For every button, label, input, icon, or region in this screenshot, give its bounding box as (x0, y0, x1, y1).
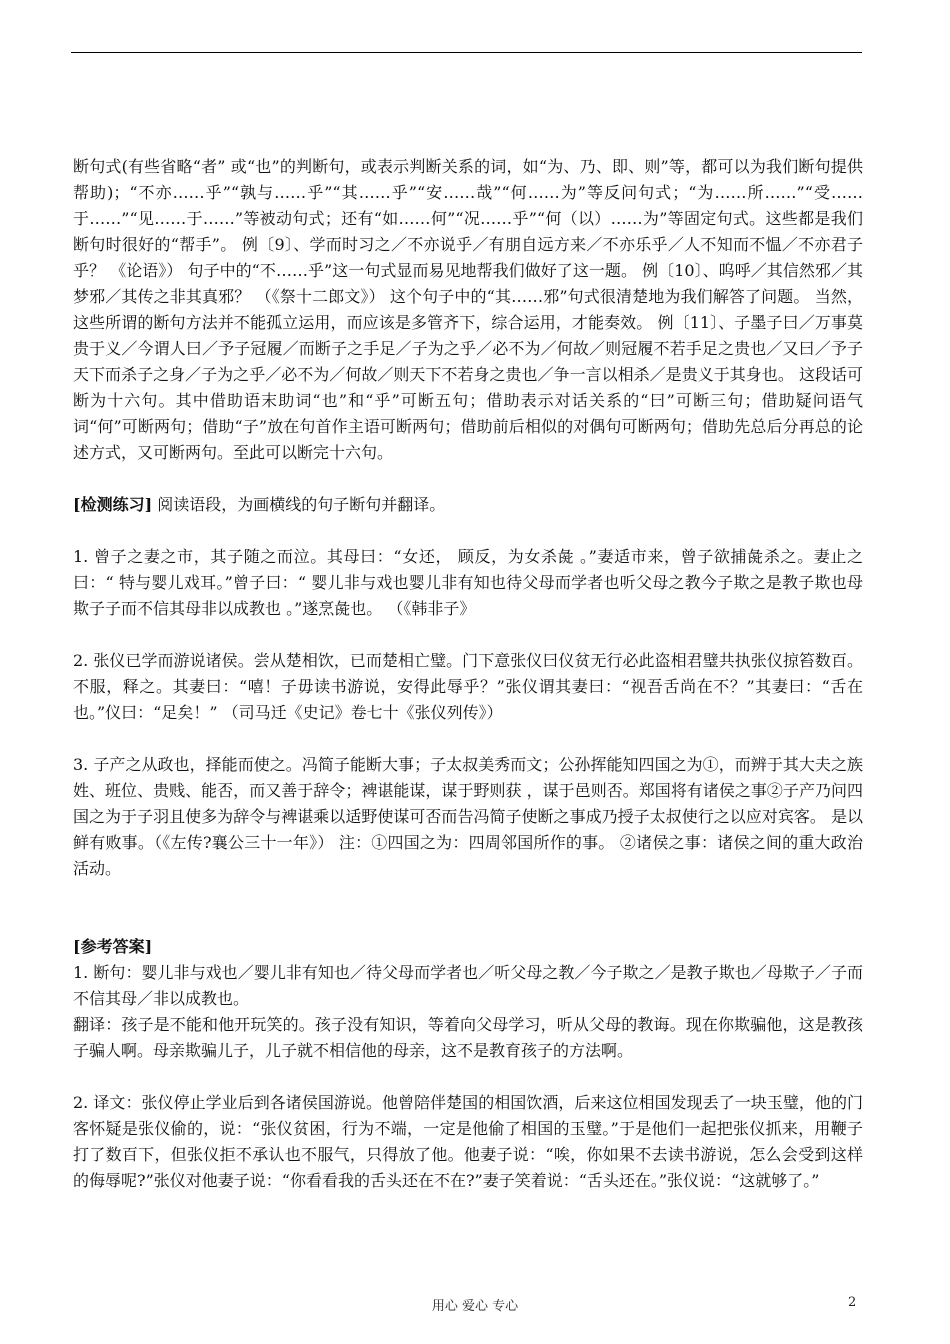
footer-motto: 用心 爱心 专心 (431, 1299, 519, 1314)
intro-paragraph: 断句式(有些省略“者” 或“也”的判断句，或表示判断关系的词，如“为、乃、即、则”等，都可以为我们断句提供帮助)；“不亦……乎”“孰与……乎”“其……乎”“安……哉”“何……为”等反问句式；“为……所……”“受……于……”“见……于……”等被动句式；还有“如……何”“况……乎”“何（以）……为”等固定句式。这些都是我们断句时很好的“帮手”。 例〔9〕、学而时习之／不亦说乎／有朋自远方来／不亦乐乎／人不知而不愠／不亦君子乎？ 《论语》） 句子中的“不……乎”这一句式显而易见地帮我们做好了这一题。 例〔10〕、呜呼／其信然邪／其梦邪／其传之非其真邪？ （《祭十二郎文》） 这个句子中的“其……邪”句式很清楚地为我们解答了问题。 当然，这些所谓的断句方法并不能孤立运用，而应该是多管齐下，综合运用，才能奏效。 例〔11〕、子墨子曰／万事莫贵于义／今谓人曰／予子冠履／而断子之手足／子为之乎／必不为／何故／则冠履不若手足之贵也／又曰／予子天下而杀子之身／子为之乎／必不为／何故／则天下不若身之贵也／争一言以相杀／是贵义于其身也。 这段话可断为十六句。其中借助语末助词“也”和“乎”可断五句；借助表示对话关系的“曰”可断三句；借助疑问语气词“何”可断两句；借助“子”放在句首作主语可断两句；借助前后相似的对偶句可断两句；借助先总后分再总的论述方式，又可断两句。至此可以断完十六句。 (73, 157, 863, 462)
answers-heading: [参考答案] (73, 937, 153, 956)
exercise-heading-line (73, 492, 863, 518)
spacer (73, 622, 863, 648)
document-body (73, 154, 863, 1194)
exercise-question-1: 1. 曾子之妻之市，其子随之而泣。其母曰：“女还， 顾反，为女杀彘 。”妻适市来，曾子欲捕彘杀之。妻止之曰：“ 特与婴儿戏耳。”曾子曰：“ 婴儿非与戏也婴儿非有知也待父母而学者也听父母之教今子欺之是教子欺也母欺子子而不信其母非以成教也 。”遂烹彘也。 （《韩非子》 (73, 547, 863, 618)
exercise-question-3: 3. 子产之从政也，择能而使之。冯简子能断大事；子太叔美秀而文；公孙挥能知四国之为①，而辨于其大夫之族姓、班位、贵贱、能否，而又善于辞令；裨谌能谋，谋于野则获 ，谋于邑则否。郑国将有诸侯之事②子产乃问四国之为于子羽且使多为辞令与裨谌乘以适野使谋可否而告冯简子使断之事成乃授子太叔使行之以应对宾客。 是以鲜有败事。（《左传?襄公三十一年》） 注：①四国之为：四周邻国所作的事。 ②诸侯之事：诸侯之间的重大政治活动。 (73, 755, 863, 878)
exercise-instruction: 阅读语段，为画横线的句子断句并翻译。 (152, 495, 446, 514)
answer-1-translation: 翻译：孩子是不能和他开玩笑的。孩子没有知识，等着向父母学习，听从父母的教诲。现在你欺骗他，这是教孩子骗人啊。母亲欺骗儿子，儿子就不相信他的母亲，这不是教育孩子的方法啊。 (73, 1015, 863, 1060)
answer-2-translation: 2. 译文：张仪停止学业后到各诸侯国游说。他曾陪伴楚国的相国饮酒，后来这位相国发现丢了一块玉璧，他的门客怀疑是张仪偷的，说：“张仪贫困，行为不端，一定是他偷了相国的玉璧。”于是他们一起把张仪抓来，用鞭子打了数百下，但张仪拒不承认也不服气，只得放了他。他妻子说：“唉，你如果不去读书游说，怎么会受到这样的侮辱呢?”张仪对他妻子说：“你看看我的舌头还在不在?”妻子笑着说：“舌头还在。”张仪说：“这就够了。” (73, 1093, 863, 1190)
spacer (73, 518, 863, 544)
answer-1-break: 1. 断句：婴儿非与戏也／婴儿非有知也／待父母而学者也／听父母之教／今子欺之／是教子欺也／母欺子／子而不信其母／非以成教也。 (73, 963, 863, 1008)
spacer (73, 882, 863, 934)
spacer (73, 1064, 863, 1090)
exercise-question-2: 2. 张仪已学而游说诸侯。尝从楚相饮，已而楚相亡璧。门下意张仪曰仪贫无行必此盗相君璧共执张仪掠笞数百。不服，释之。其妻曰：“嘻！子毋读书游说，安得此辱乎？”张仪谓其妻曰：“视吾舌尚在不？”其妻曰：“舌在也。”仪曰：“足矣！” （司马迁《史记》卷七十《张仪列传》） (73, 651, 863, 722)
page-number: 2 (848, 1295, 857, 1310)
exercise-heading: [检测练习] (73, 495, 153, 514)
spacer (73, 726, 863, 752)
header-rule (71, 52, 862, 53)
spacer (73, 466, 863, 492)
